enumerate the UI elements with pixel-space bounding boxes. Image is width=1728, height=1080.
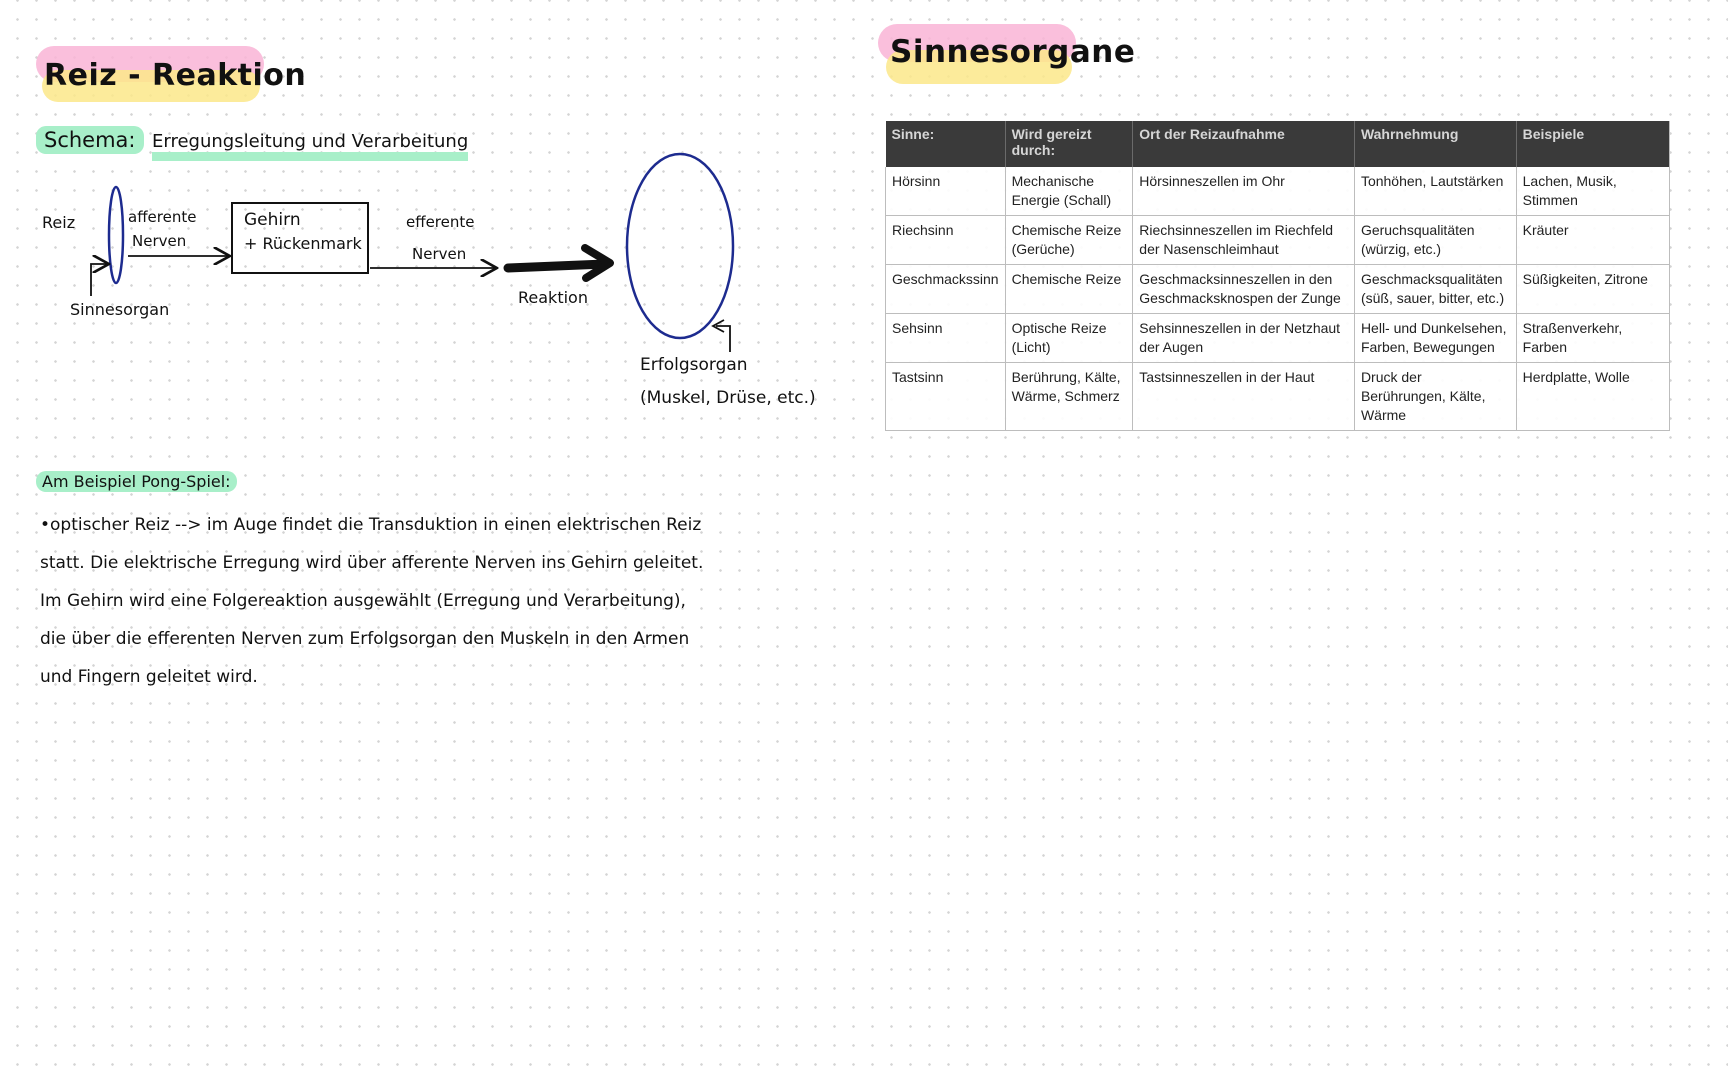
table-header-cell: Ort der Reizaufnahme	[1133, 121, 1355, 167]
example-line: Im Gehirn wird eine Folgereaktion ausgewählt (Erregung und Verarbeitung),	[40, 591, 686, 611]
table-header-cell: Wird gereizt durch:	[1005, 121, 1133, 167]
table-cell: Herdplatte, Wolle	[1516, 363, 1669, 431]
diagram-efferente-2: Nerven	[412, 245, 467, 263]
table-cell: Hell- und Dunkelsehen, Farben, Bewegungen	[1354, 314, 1516, 363]
diagram-afferente-1: afferente	[128, 208, 197, 226]
table-header-cell: Sinne:	[886, 121, 1006, 167]
diagram-reiz: Reiz	[42, 213, 76, 232]
table-header-cell: Wahrnehmung	[1354, 121, 1516, 167]
example-line: und Fingern geleitet wird.	[40, 667, 258, 687]
table-cell: Tonhöhen, Lautstärken	[1354, 167, 1516, 216]
table-cell: Geschmackssinn	[886, 265, 1006, 314]
diagram-efferente-1: efferente	[406, 213, 475, 231]
table-cell: Geschmacksinneszellen in den Geschmacksknospen der Zunge	[1133, 265, 1355, 314]
table-row	[886, 216, 1670, 265]
table-cell: Tastsinn	[886, 363, 1006, 431]
table-cell: Lachen, Musik, Stimmen	[1516, 167, 1669, 216]
example-line: •optischer Reiz --> im Auge findet die Transduktion in einen elektrischen Reiz	[40, 515, 702, 535]
diagram-box-line-2: + Rückenmark	[244, 234, 362, 253]
table-cell: Chemische Reize (Gerüche)	[1005, 216, 1133, 265]
diagram-box-line-1: Gehirn	[244, 210, 301, 230]
table-cell: Mechanische Energie (Schall)	[1005, 167, 1133, 216]
table-cell: Hörsinneszellen im Ohr	[1133, 167, 1355, 216]
table-cell: Berührung, Kälte, Wärme, Schmerz	[1005, 363, 1133, 431]
sinnesorgan-pointer	[91, 264, 107, 296]
diagram-sinnesorgan: Sinnesorgan	[70, 300, 170, 319]
title-sinnesorgane	[878, 22, 1136, 100]
schema-subtitle-text: Erregungsleitung und Verarbeitung	[152, 131, 468, 161]
table-cell: Hörsinn	[886, 167, 1006, 216]
diagram-afferente-2: Nerven	[132, 232, 187, 250]
example-line: die über die efferenten Nerven zum Erfolgsorgan den Muskeln in den Armen	[40, 629, 690, 649]
diagram-erfolgsorgan-2: (Muskel, Drüse, etc.)	[640, 388, 816, 408]
example-heading	[36, 472, 237, 491]
diagram-reaktion: Reaktion	[518, 288, 588, 307]
erfolgsorgan-ellipse	[627, 154, 733, 338]
table-header-cell: Beispiele	[1516, 121, 1669, 167]
table-cell: Sehsinn	[886, 314, 1006, 363]
table-cell: Sehsinneszellen in der Netzhaut der Augen	[1133, 314, 1355, 363]
table-cell: Kräuter	[1516, 216, 1669, 265]
table-cell: Geschmacksqualitäten (süß, sauer, bitter, etc.)	[1354, 265, 1516, 314]
table-cell: Tastsinneszellen in der Haut	[1133, 363, 1355, 431]
schema-label-text: Schema:	[36, 126, 144, 154]
page-title-left: Reiz - Reaktion	[44, 58, 307, 93]
page-title-right: Sinnesorgane	[890, 34, 1136, 70]
table-row	[886, 265, 1670, 314]
table-cell: Optische Reize (Licht)	[1005, 314, 1133, 363]
table-cell: Riechsinn	[886, 216, 1006, 265]
table-header-row	[886, 121, 1670, 167]
example-heading-text: Am Beispiel Pong-Spiel:	[36, 471, 237, 492]
table-row	[886, 167, 1670, 216]
sinnesorgan-ellipse	[109, 187, 123, 283]
table-cell: Chemische Reize	[1005, 265, 1133, 314]
reaktion-arrow-shaft	[508, 264, 605, 268]
example-line: statt. Die elektrische Erregung wird über afferente Nerven ins Gehirn geleitet.	[40, 553, 704, 573]
erfolgsorgan-pointer	[716, 326, 730, 352]
table-cell: Süßigkeiten, Zitrone	[1516, 265, 1669, 314]
table-row	[886, 363, 1670, 431]
table-cell: Druck der Berührungen, Kälte, Wärme	[1354, 363, 1516, 431]
table-cell: Riechsinneszellen im Riechfeld der Nasenschleimhaut	[1133, 216, 1355, 265]
sinnesorgane-table-wrap	[885, 121, 1670, 431]
table-row	[886, 314, 1670, 363]
table-cell: Geruchsqualitäten (würzig, etc.)	[1354, 216, 1516, 265]
table-cell: Straßenverkehr, Farben	[1516, 314, 1669, 363]
sinnesorgane-table	[885, 121, 1670, 431]
diagram-erfolgsorgan-1: Erfolgsorgan	[640, 355, 748, 375]
example-body	[40, 506, 740, 696]
